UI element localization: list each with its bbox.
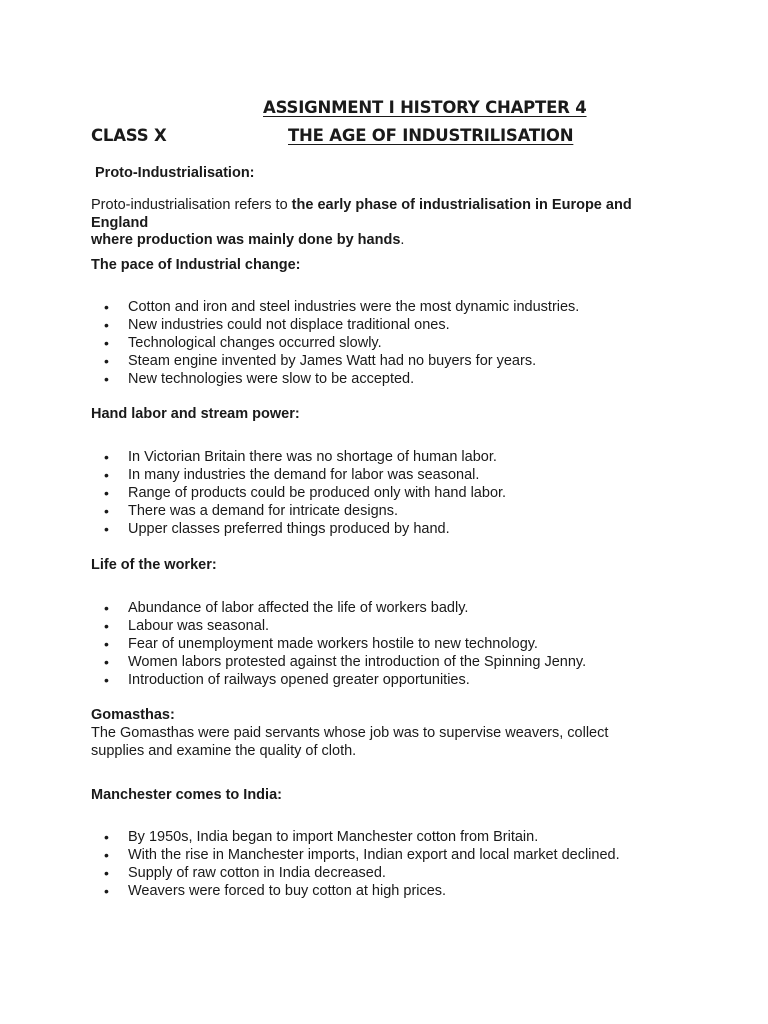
proto-text-bold-2: where production was mainly done by hands [91, 232, 401, 248]
list-item [100, 671, 586, 689]
proto-text-plain: Proto-industrialisation refers to [91, 197, 292, 213]
bullet-icon: • [104, 672, 109, 688]
list-item [100, 635, 586, 653]
proto-text-bold-1: the early phase of industrialisation in Europe and England [91, 197, 632, 231]
list-item [100, 484, 506, 502]
list-item [100, 599, 586, 617]
list-item [100, 316, 579, 334]
bullet-icon: • [104, 449, 109, 465]
bullet-icon: • [104, 317, 109, 333]
assignment-title: ASSIGNMENT I HISTORY CHAPTER 4 [263, 98, 587, 117]
list-item [100, 882, 620, 900]
list-item-text: Technological changes occurred slowly. [128, 335, 382, 351]
manchester-list [100, 828, 620, 900]
bullet-icon: • [104, 521, 109, 537]
pace-list [100, 298, 579, 388]
gomasthas-line-1: The Gomasthas were paid servants whose job was to supervise weavers, collect [91, 725, 609, 741]
list-item [100, 466, 506, 484]
bullet-icon: • [104, 299, 109, 315]
list-item [100, 448, 506, 466]
bullet-icon: • [104, 883, 109, 899]
list-item [100, 520, 506, 538]
list-item [100, 617, 586, 635]
list-item [100, 370, 579, 388]
list-item-text: Introduction of railways opened greater opportunities. [128, 672, 470, 688]
list-item [100, 864, 620, 882]
list-item-text: With the rise in Manchester imports, Indian export and local market declined. [128, 847, 620, 863]
list-item-text: There was a demand for intricate designs. [128, 503, 398, 519]
list-item-text: Upper classes preferred things produced by hand. [128, 521, 450, 537]
bullet-icon: • [104, 865, 109, 881]
list-item-text: Cotton and iron and steel industries were the most dynamic industries. [128, 299, 580, 315]
bullet-icon: • [104, 829, 109, 845]
bullet-icon: • [104, 636, 109, 652]
proto-paragraph [91, 197, 691, 250]
list-item [100, 502, 506, 520]
list-item-text: Supply of raw cotton in India decreased. [128, 865, 386, 881]
bullet-icon: • [104, 600, 109, 616]
bullet-icon: • [104, 335, 109, 351]
list-item [100, 653, 586, 671]
list-item-text: Abundance of labor affected the life of workers badly. [128, 600, 469, 616]
bullet-icon: • [104, 371, 109, 387]
worker-list [100, 599, 586, 689]
pace-heading: The pace of Industrial change: [91, 257, 301, 273]
list-item-text: Women labors protested against the introduction of the Spinning Jenny. [128, 654, 587, 670]
gomasthas-line-2: supplies and examine the quality of cloth. [91, 743, 357, 759]
bullet-icon: • [104, 847, 109, 863]
proto-text-end: . [400, 232, 405, 248]
list-item-text: Labour was seasonal. [128, 618, 270, 634]
list-item-text: Steam engine invented by James Watt had no buyers for years. [128, 353, 537, 369]
list-item-text: Range of products could be produced only with hand labor. [128, 485, 507, 501]
list-item [100, 352, 579, 370]
chapter-subtitle: THE AGE OF INDUSTRILISATION [288, 126, 574, 145]
list-item [100, 298, 579, 316]
proto-heading: Proto-Industrialisation: [95, 165, 255, 181]
gomasthas-heading: Gomasthas: [91, 707, 175, 723]
list-item-text: Weavers were forced to buy cotton at high prices. [128, 883, 447, 899]
list-item-text: In Victorian Britain there was no shortage of human labor. [128, 449, 497, 465]
list-item-text: By 1950s, India began to import Manchester cotton from Britain. [128, 829, 539, 845]
bullet-icon: • [104, 503, 109, 519]
list-item-text: Fear of unemployment made workers hostile to new technology. [128, 636, 538, 652]
list-item-text: In many industries the demand for labor was seasonal. [128, 467, 480, 483]
bullet-icon: • [104, 353, 109, 369]
bullet-icon: • [104, 654, 109, 670]
list-item-text: New technologies were slow to be accepted. [128, 371, 415, 387]
hand-labor-heading: Hand labor and stream power: [91, 406, 300, 422]
class-label: CLASS X [91, 126, 167, 145]
worker-heading: Life of the worker: [91, 557, 217, 573]
manchester-heading: Manchester comes to India: [91, 787, 282, 803]
list-item [100, 334, 579, 352]
list-item-text: New industries could not displace traditional ones. [128, 317, 450, 333]
list-item [100, 846, 620, 864]
list-item [100, 828, 620, 846]
bullet-icon: • [104, 485, 109, 501]
hand-labor-list [100, 448, 506, 538]
bullet-icon: • [104, 467, 109, 483]
bullet-icon: • [104, 618, 109, 634]
